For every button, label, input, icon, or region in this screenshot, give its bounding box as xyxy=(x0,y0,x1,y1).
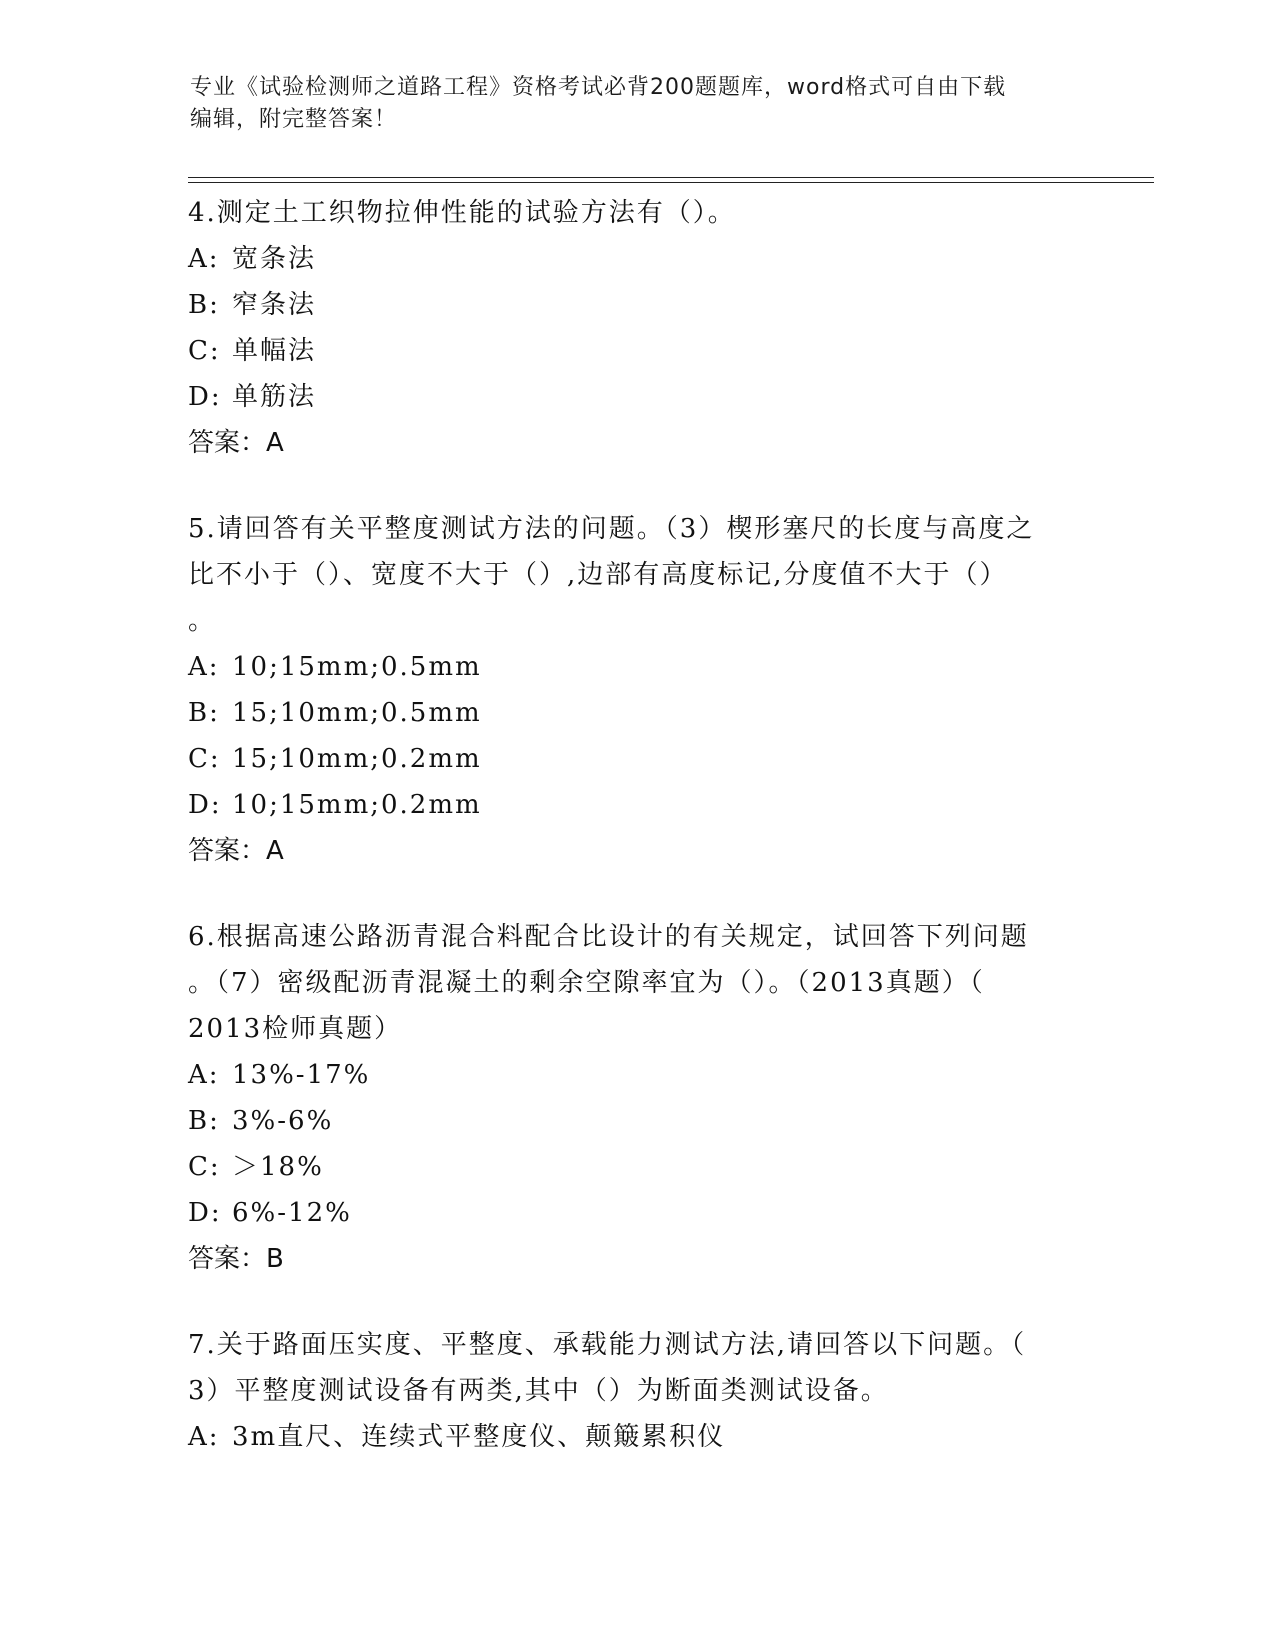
header-line-2: 编辑，附完整答案！ xyxy=(190,107,398,132)
option-text: 6%-12% xyxy=(232,1198,352,1228)
option-c xyxy=(188,1144,1088,1190)
answer-line: 答案：A xyxy=(188,836,284,866)
option-b xyxy=(188,1098,1088,1144)
option-text: ＞18% xyxy=(232,1152,324,1182)
option-c xyxy=(188,736,1088,782)
question-stem-line: 7.关于路面压实度、平整度、承载能力测试方法,请回答以下问题。（ xyxy=(188,1330,1027,1360)
option-key: D: xyxy=(188,1198,222,1228)
question-list xyxy=(188,190,1088,1500)
option-key: B: xyxy=(188,290,220,320)
option-b xyxy=(188,690,1088,736)
answer-line: 答案：A xyxy=(188,428,284,458)
option-a xyxy=(188,644,1088,690)
question-stem-line: 2013检师真题） xyxy=(188,1014,403,1044)
option-text: 13%-17% xyxy=(232,1060,371,1090)
option-key: C: xyxy=(188,336,221,366)
option-text: 宽条法 xyxy=(232,244,317,274)
document-header xyxy=(190,72,1070,136)
question-item xyxy=(188,1322,1088,1460)
option-text: 10;15mm;0.5mm xyxy=(232,652,482,682)
question-stem-line: 比不小于（）、宽度不大于（）,边部有高度标记,分度值不大于（） xyxy=(188,560,1008,590)
option-key: A: xyxy=(188,1422,220,1452)
option-key: D: xyxy=(188,382,222,412)
option-key: C: xyxy=(188,744,221,774)
question-item xyxy=(188,506,1088,874)
option-key: A: xyxy=(188,652,220,682)
option-a xyxy=(188,1414,1088,1460)
option-d xyxy=(188,374,1088,420)
option-c xyxy=(188,328,1088,374)
option-b xyxy=(188,282,1088,328)
option-key: B: xyxy=(188,1106,220,1136)
option-text: 15;10mm;0.2mm xyxy=(232,744,482,774)
option-a xyxy=(188,236,1088,282)
option-key: B: xyxy=(188,698,220,728)
question-stem-line: 5.请回答有关平整度测试方法的问题。（3）楔形塞尺的长度与高度之 xyxy=(188,514,1035,544)
question-item xyxy=(188,914,1088,1282)
question-stem-line: 6.根据高速公路沥青混合料配合比设计的有关规定，试回答下列问题 xyxy=(188,922,1029,952)
option-key: A: xyxy=(188,244,220,274)
header-divider-bottom xyxy=(188,182,1154,183)
option-d xyxy=(188,782,1088,828)
option-d xyxy=(188,1190,1088,1236)
option-text: 3m直尺、连续式平整度仪、颠簸累积仪 xyxy=(232,1422,726,1452)
option-key: A: xyxy=(188,1060,220,1090)
question-stem-line: 3）平整度测试设备有两类,其中（）为断面类测试设备。 xyxy=(188,1376,889,1406)
question-stem-line: 。（7）密级配沥青混凝土的剩余空隙率宜为（）。（2013真题）（ xyxy=(188,968,985,998)
option-text: 3%-6% xyxy=(232,1106,334,1136)
option-text: 单筋法 xyxy=(232,382,317,412)
option-a xyxy=(188,1052,1088,1098)
header-line-1: 专业《试验检测师之道路工程》资格考试必背200题题库，word格式可自由下载 xyxy=(190,75,1007,100)
option-text: 10;15mm;0.2mm xyxy=(232,790,482,820)
question-item xyxy=(188,190,1088,466)
option-text: 单幅法 xyxy=(232,336,317,366)
option-text: 15;10mm;0.5mm xyxy=(232,698,482,728)
header-divider-top xyxy=(188,177,1154,178)
answer-line: 答案：B xyxy=(188,1244,284,1274)
option-text: 窄条法 xyxy=(232,290,317,320)
question-stem-line: 4.测定土工织物拉伸性能的试验方法有（）。 xyxy=(188,198,736,228)
option-key: C: xyxy=(188,1152,221,1182)
question-stem-line: 。 xyxy=(188,606,217,636)
option-key: D: xyxy=(188,790,222,820)
